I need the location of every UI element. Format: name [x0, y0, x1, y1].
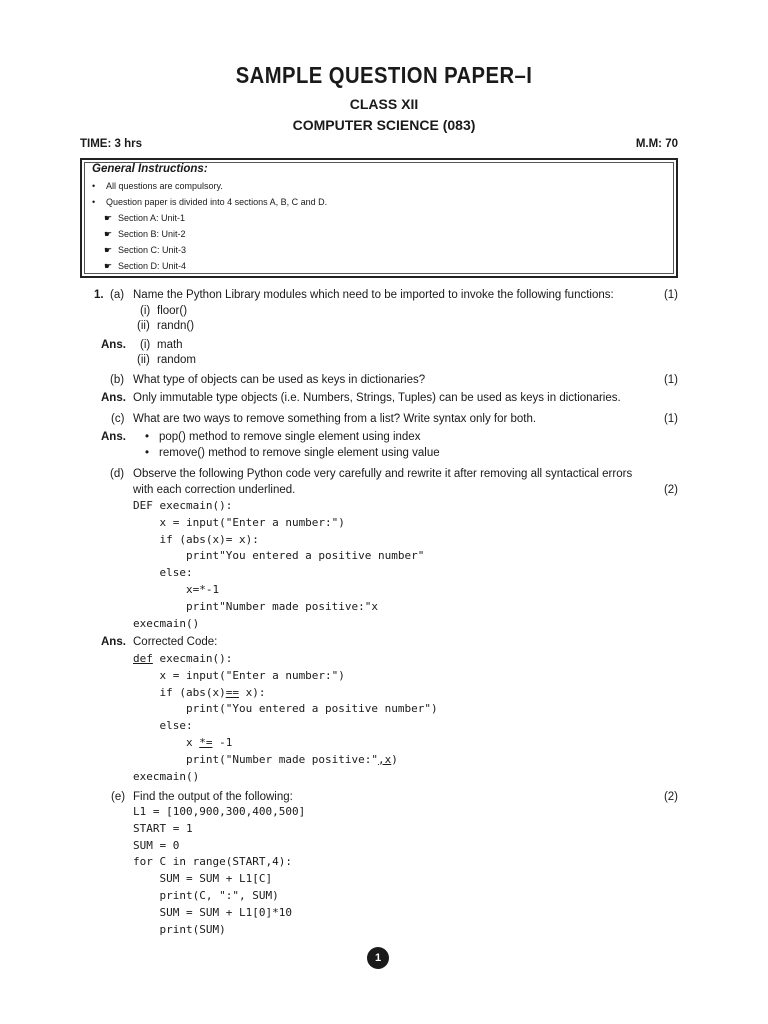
part-d-marks: (2) [663, 484, 678, 496]
part-a-question: Name the Python Library modules which need to be imported to invoke the following functions: [133, 289, 614, 301]
part-d-label: (d) [110, 468, 125, 480]
part-a-marks: (1) [663, 289, 678, 301]
section-item [92, 242, 666, 258]
correction-underline: *= [199, 735, 213, 749]
code-block-corrected [133, 651, 438, 785]
answer-label: Ans. [101, 339, 126, 351]
code-line: print("You entered a positive number") [133, 702, 438, 716]
part-b-answer: Only immutable type objects (i.e. Numbers, Strings, Tuples) can be used as keys in dictionaries. [133, 392, 621, 404]
code-line: if (abs(x)== x): [133, 685, 266, 699]
code-line: print"You entered a positive number" [133, 549, 425, 563]
correction-underline: == [225, 685, 239, 699]
answer-sub-label: (i) [140, 339, 151, 351]
code-line: START = 1 [133, 821, 193, 835]
code-line: SUM = SUM + L1[0]*10 [133, 905, 292, 919]
answer-sub-label: (ii) [137, 354, 150, 366]
part-c-marks: (1) [663, 413, 678, 425]
instructions-title: General Instructions: [92, 163, 208, 175]
section-item [92, 210, 666, 226]
instruction-item [92, 178, 666, 194]
part-c-label: (c) [111, 413, 125, 425]
question-number: 1. [94, 289, 104, 301]
page-number-badge: 1 [367, 947, 389, 969]
pointing-hand-icon: ☛ [104, 229, 113, 239]
instruction-text: Question paper is divided into 4 sections A, B, C and D. [106, 197, 328, 207]
answer-label: Ans. [101, 636, 126, 648]
code-line: L1 = [100,900,300,400,500] [133, 805, 306, 818]
general-instructions-box [80, 158, 678, 278]
sub-part-text: randn() [157, 320, 195, 332]
code-line: SUM = 0 [133, 838, 180, 852]
code-line: x = input("Enter a number:") [133, 515, 345, 529]
code-line: x=*-1 [133, 582, 220, 596]
code-line: if (abs(x)= x): [133, 532, 259, 546]
code-line: execmain() [133, 769, 200, 783]
time-label: TIME: 3 hrs [80, 138, 142, 150]
code-line: print(SUM) [133, 922, 226, 936]
code-line: print(C, ":", SUM) [133, 888, 279, 902]
section-text: Section B: Unit-2 [118, 229, 186, 239]
answer-label: Ans. [101, 392, 126, 404]
section-item [92, 258, 666, 274]
sub-part-label: (ii) [137, 320, 150, 332]
bullet-icon: • [92, 181, 96, 191]
instruction-text: All questions are compulsory. [106, 181, 223, 191]
code-line: else: [133, 566, 193, 580]
section-text: Section C: Unit-3 [118, 245, 187, 255]
answer-text: random [157, 354, 196, 366]
code-line: for C in range(START,4): [133, 855, 292, 869]
bullet-icon: • [145, 431, 150, 443]
answer-text: math [157, 339, 183, 351]
class-line: CLASS XII [349, 96, 419, 112]
part-c-answer: pop() method to remove single element using index [159, 431, 421, 443]
part-b-question: What type of objects can be used as keys in dictionaries? [133, 374, 426, 386]
code-block-original [133, 498, 424, 632]
part-c-answer: remove() method to remove single element using value [159, 447, 440, 459]
section-text: Section A: Unit-1 [118, 213, 186, 223]
part-e-question: Find the output of the following: [133, 791, 293, 803]
part-a-label: (a) [110, 289, 125, 301]
paper-title: SAMPLE QUESTION PAPER–I [235, 62, 533, 88]
code-line: x *= -1 [133, 735, 233, 749]
part-d-question: Observe the following Python code very carefully and rewrite it after removing all syntactical errors [133, 468, 633, 480]
part-e-marks: (2) [663, 791, 678, 803]
correction-underline: ,x [378, 752, 392, 766]
subject-line: COMPUTER SCIENCE (083) [292, 117, 476, 133]
corrected-code-intro: Corrected Code: [133, 636, 218, 648]
part-c-question: What are two ways to remove something from a list? Write syntax only for both. [133, 413, 537, 425]
code-line: print"Number made positive:"x [133, 599, 379, 613]
max-marks-label: M.M: 70 [635, 138, 678, 150]
code-line: else: [133, 719, 193, 733]
answer-label: Ans. [101, 431, 126, 443]
code-line: def execmain(): [133, 652, 233, 665]
code-line: execmain() [133, 616, 200, 630]
sub-part-label: (i) [140, 305, 151, 317]
sub-part-text: floor() [157, 305, 188, 317]
bullet-icon: • [92, 197, 96, 207]
part-d-question-cont: with each correction underlined. [133, 484, 296, 496]
instruction-item [92, 194, 666, 210]
pointing-hand-icon: ☛ [104, 213, 113, 223]
pointing-hand-icon: ☛ [104, 261, 113, 271]
code-line: x = input("Enter a number:") [133, 668, 345, 682]
part-e-label: (e) [111, 791, 126, 803]
code-line: DEF execmain(): [133, 499, 233, 512]
bullet-icon: • [145, 447, 150, 459]
section-item [92, 226, 666, 242]
correction-underline: def [133, 652, 153, 665]
code-line: print("Number made positive:",x) [133, 752, 398, 766]
part-b-marks: (1) [663, 374, 678, 386]
section-text: Section D: Unit-4 [118, 261, 187, 271]
pointing-hand-icon: ☛ [104, 245, 113, 255]
part-b-label: (b) [110, 374, 125, 386]
code-block-output [133, 804, 305, 938]
code-line: SUM = SUM + L1[C] [133, 872, 273, 886]
